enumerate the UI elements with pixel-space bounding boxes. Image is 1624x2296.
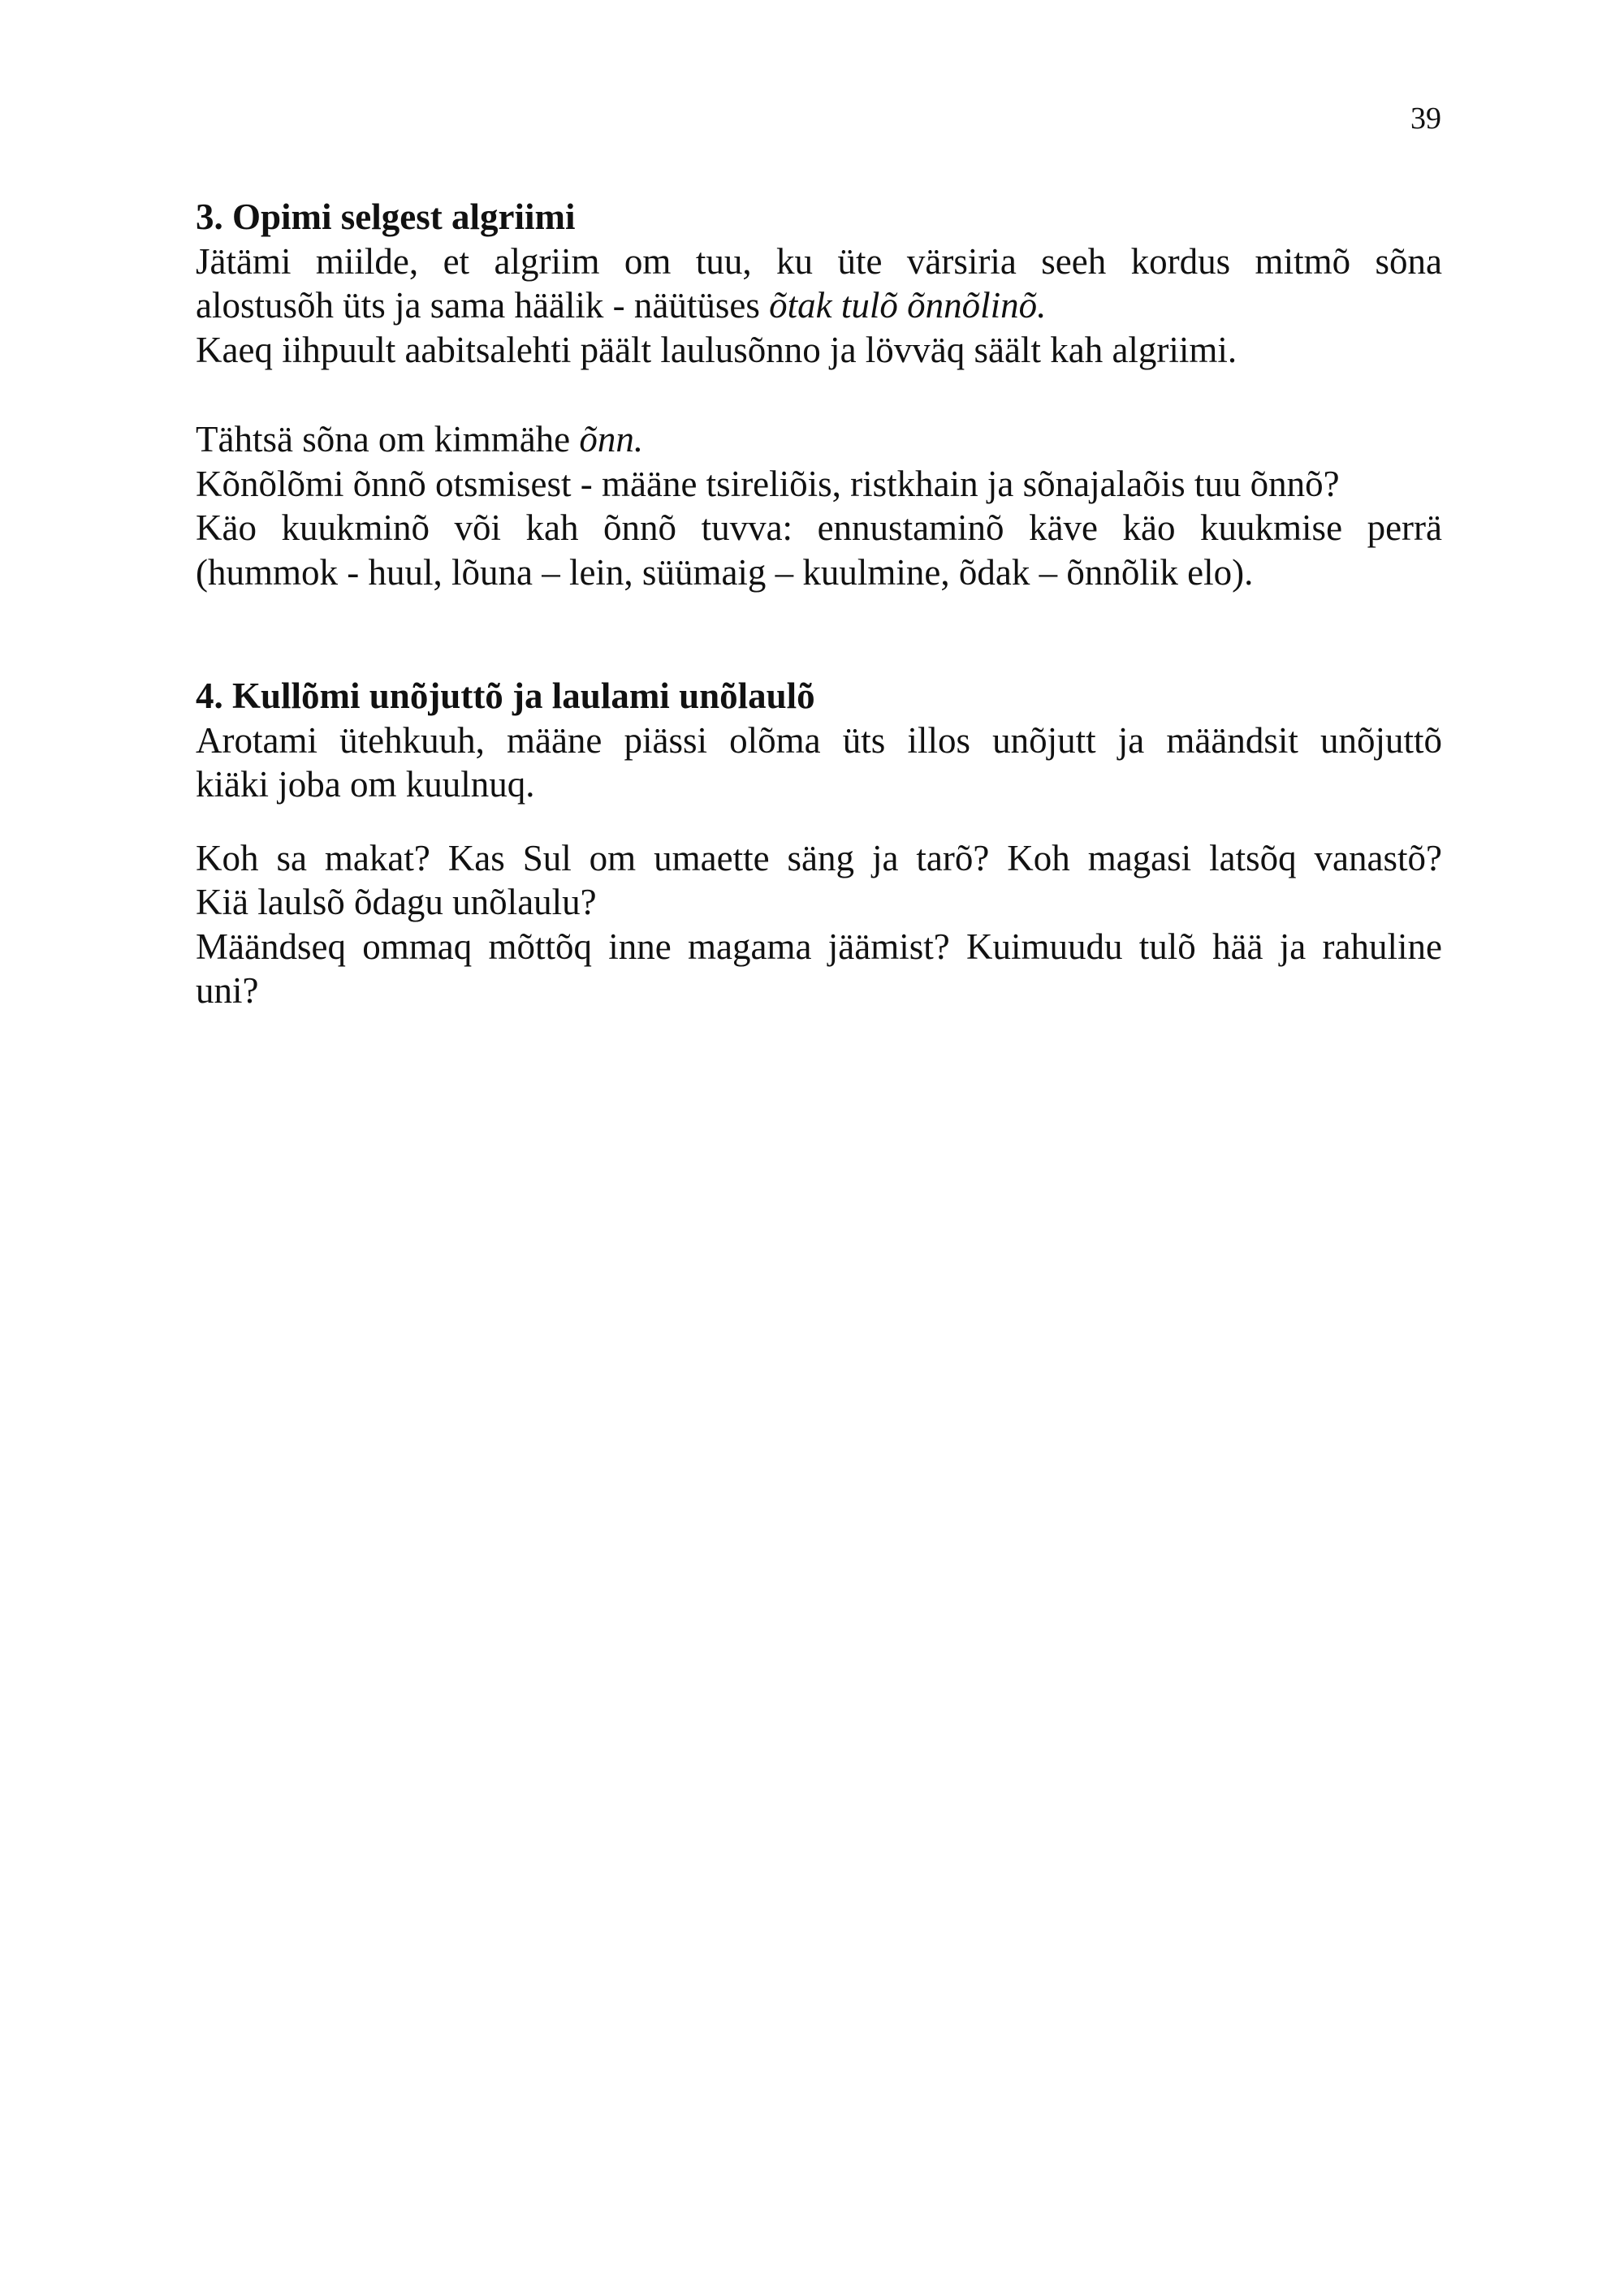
paragraph-gap	[196, 372, 1442, 417]
section-3-para2-line-2: Kõnõlõmi õnnõ otsmisest - määne tsireliõis, ristkhain ja sõnajalaõis tuu õnnõ?	[196, 463, 1340, 504]
section-4-para1-line-2: kiäki joba om kuulnuq.	[196, 764, 535, 805]
section-4-para2-line-2: Kiä laulsõ õdagu unõlaulu?	[196, 882, 597, 922]
paragraph-gap	[196, 807, 1442, 836]
section-3-para2-line-3: Käo kuukminõ või kah õnnõ tuvva: ennustaminõ käve käo kuukmise perrä	[196, 507, 1442, 548]
section-3-para2-prefix: Tähtsä sõna om kimmähe	[196, 419, 580, 460]
section-4-para2-line-4: uni?	[196, 970, 259, 1011]
section-3-para2-italic: õnn.	[579, 419, 644, 460]
page-body	[196, 195, 1442, 1013]
section-3-line-2	[196, 283, 1442, 328]
section-gap	[196, 594, 1442, 674]
section-3-line-1: Jätämi miilde, et algriim om tuu, ku üte värsiria seeh kordus mitmõ sõna	[196, 240, 1442, 282]
section-3-para2-line-1	[196, 417, 1442, 462]
section-3-example-italic: õtak tulõ õnnõlinõ.	[769, 285, 1047, 326]
section-3-heading: 3. Opimi selgest algriimi	[196, 196, 576, 237]
page-number: 39	[1410, 101, 1441, 136]
section-3-para2-line-4: (hummok - huul, lõuna – lein, süümaig – kuulmine, õdak – õnnõlik elo).	[196, 551, 1254, 593]
section-4-para2-line-1: Koh sa makat? Kas Sul om umaette säng ja tarõ? Koh magasi latsõq vanastõ?	[196, 837, 1442, 878]
section-4-para1-line-1: Arotami ütehkuuh, määne piässi olõma üts illos unõjutt ja määndsit unõjuttõ	[196, 719, 1442, 761]
section-3-line-2-text: alostusõh üts ja sama häälik - näütüses	[196, 285, 770, 326]
section-3-line-3: Kaeq iihpuult aabitsalehti päält laulusõnno ja lövväq säält kah algriimi.	[196, 329, 1237, 370]
section-4-para2-line-3: Määndseq ommaq mõttõq inne magama jäämist? Kuimuudu tulõ hää ja rahuline	[196, 926, 1442, 967]
section-4-heading: 4. Kullõmi unõjuttõ ja laulami unõlaulõ	[196, 675, 815, 716]
